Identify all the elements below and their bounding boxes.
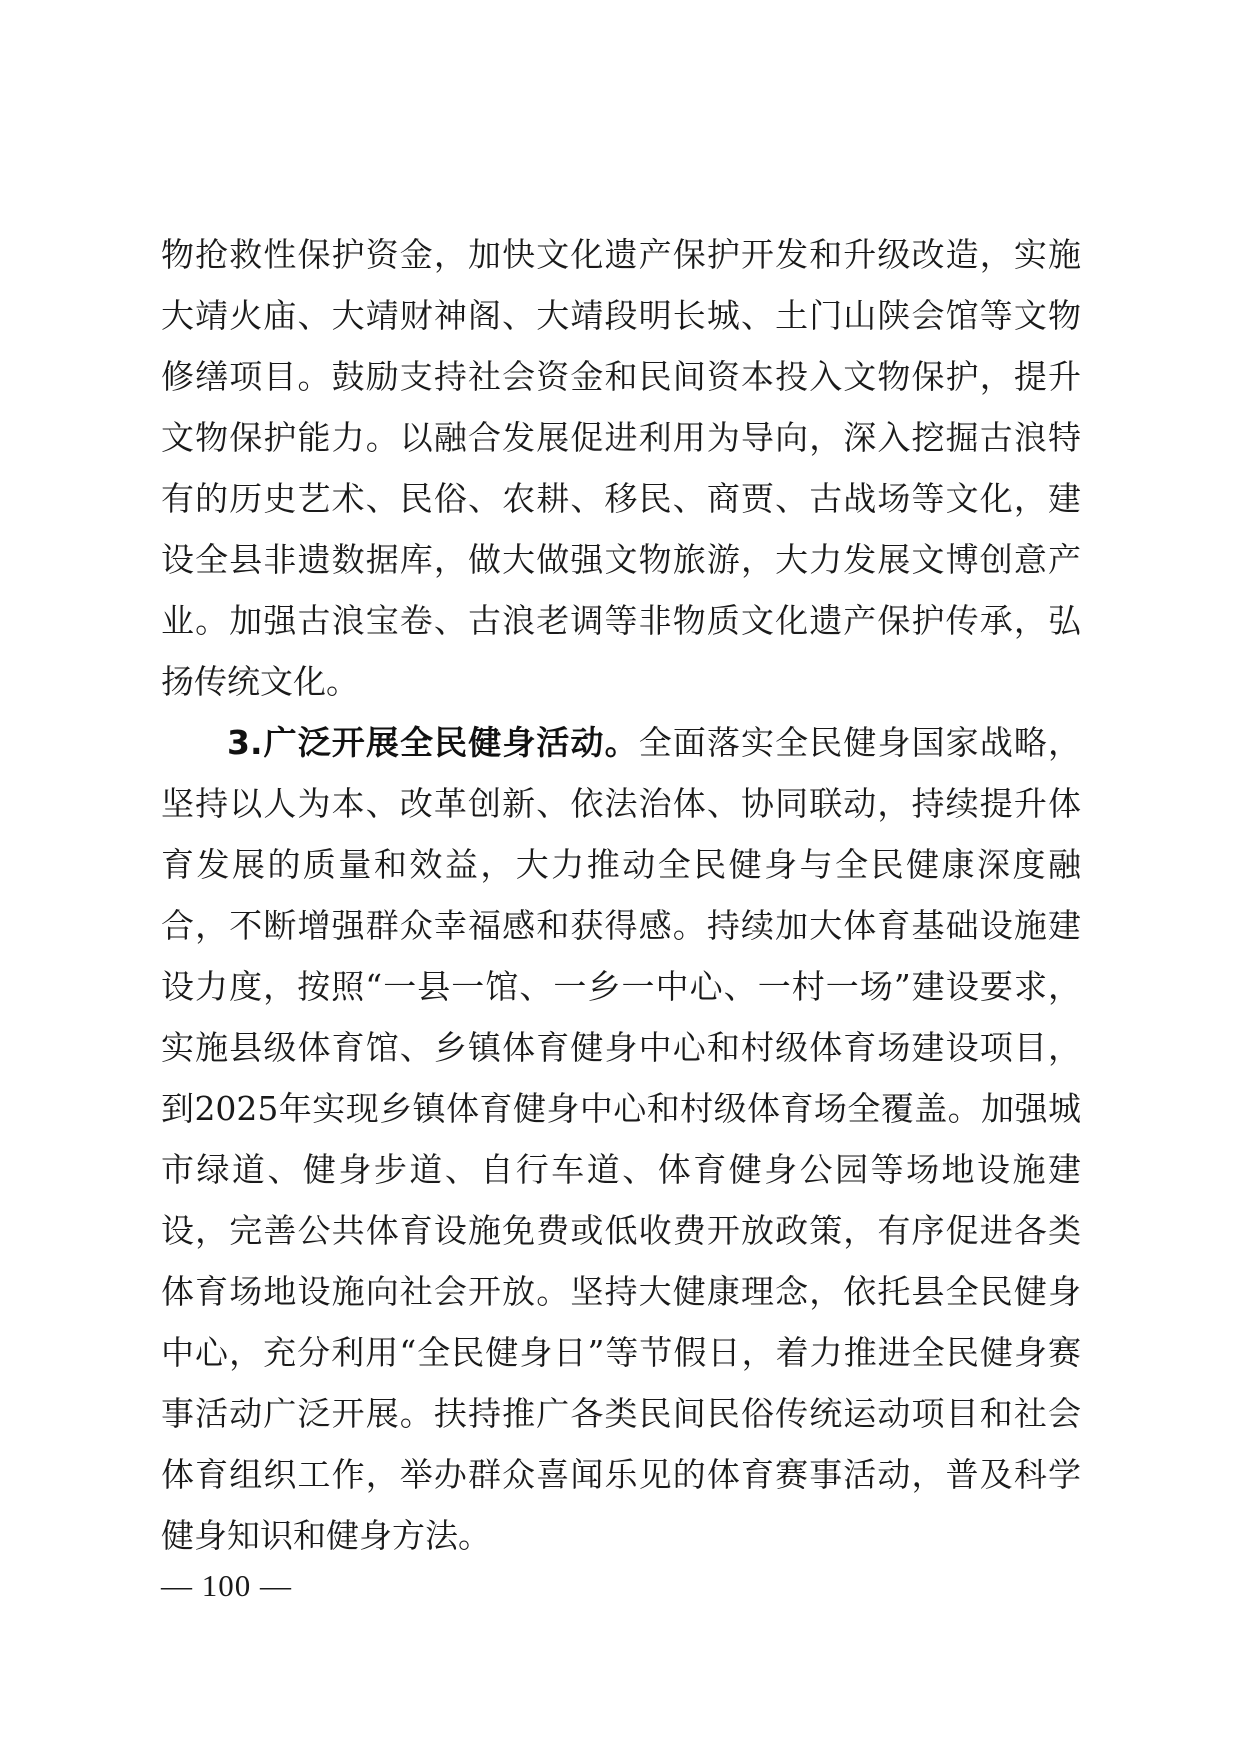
paragraph-text: 全面落实全民健身国家战略，坚持以人为本、改革创新、依法治体、协同联动，持续提升体育发展的质量和效益，大力推动全民健身与全民健康深度融合，不断增强群众幸福感和获得感。持续加大体育基础设施建设力度，按照“一县一馆、一乡一中心、一村一场”建设要求，实施县级体育馆、乡镇体育健身中心和村级体育场建设项目，到2025年实现乡镇体育健身中心和村级体育场全覆盖。加强城市绿道、健身步道、自行车道、体育健身公园等场地设施建设，完善公共体育设施免费或低收费开放政策，有序促进各类体育场地设施向社会开放。坚持大健康理念，依托县全民健身中心，充分利用“全民健身日”等节假日，着力推进全民健身赛事活动广泛开展。扶持推广各类民间民俗传统运动项目和社会体育组织工作，举办群众喜闻乐见的体育赛事活动，普及科学健身知识和健身方法。	[161, 723, 1082, 1555]
paragraph-heritage-continuation	[161, 224, 1081, 712]
section-heading-national-fitness: 3.广泛开展全民健身活动。	[227, 723, 639, 762]
paragraph-text: 物抢救性保护资金，加快文化遗产保护开发和升级改造，实施大靖火庙、大靖财神阁、大靖段明长城、土门山陕会馆等文物修缮项目。鼓励支持社会资金和民间资本投入文物保护，提升文物保护能力。以融合发展促进利用为导向，深入挖掘古浪特有的历史艺术、民俗、农耕、移民、商贾、古战场等文化，建设全县非遗数据库，做大做强文物旅游，大力发展文博创意产业。加强古浪宝卷、古浪老调等非物质文化遗产保护传承，弘扬传统文化。	[161, 235, 1081, 701]
document-body	[161, 224, 1081, 1566]
paragraph-national-fitness	[161, 712, 1081, 1566]
page-number: — 100 —	[161, 1568, 292, 1603]
